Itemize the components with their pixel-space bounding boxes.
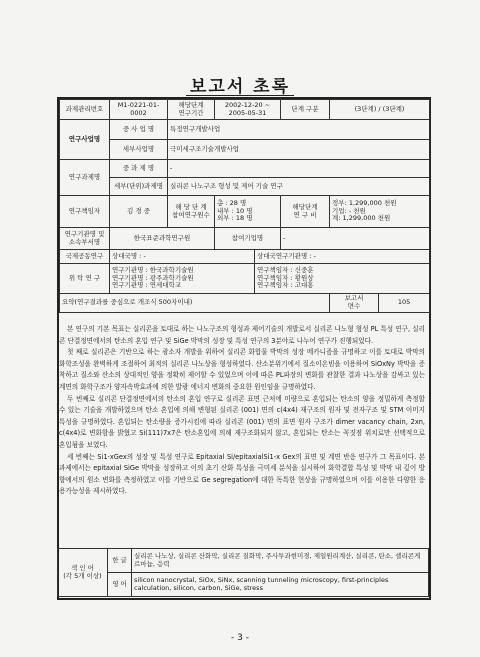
period-value: 2002-12-20 ~ 2005-05-31 bbox=[215, 100, 281, 120]
pages-label: 보고서 면수 bbox=[330, 294, 379, 313]
keywords-label: 색 인 어 (각 5개 이상) bbox=[58, 549, 108, 597]
major-task-value: - bbox=[168, 160, 430, 178]
keywords-ko-label: 한 글 bbox=[108, 549, 132, 573]
stage-label: 단계 구분 bbox=[281, 100, 330, 120]
project-no-value: M1-0221-01-0002 bbox=[110, 100, 168, 120]
abstract-paragraph: 두 번째로 실리콘 단결정면에서의 탄소의 혼입 연구로 실리콘 표면 근처에 미량으로 혼입되는 탄소의 양을 정밀하게 측정할 수 있는 기술을 개발하였으며 탄소 혼입에 의해 변형된 실리콘 (001) 면의 c(4x4) 재구조의 원자 및 전자구조 및 STM 이미지 특성을 규명하였다. 혼입되는 탄소량을 증가시킴에 따라 실리콘 (001) 면의 표면 원자 구조가 dimer vacancy chain, 2xn, c(4x4)로 변화함을 밝혔고 Si(111)7x7은 탄소혼입에 의해 재구조화되지 않고, 혼입되는 탄소는 꼭짓점 위치로만 선택적으로 혼입됨을 보였다. bbox=[59, 394, 425, 449]
summary-label: 요약(연구결과를 중심으로 개조식 500자이내) bbox=[60, 294, 330, 313]
main-business-value: 특정연구개발사업 bbox=[168, 120, 430, 140]
abstract-paragraph: 본 연구의 기본 목표는 실리콘을 토대로 하는 나노구조의 형성과 제어기술의 개발로서 실리콘 나노형 형성 PL 특성 연구, 실리콘 단결정면에서의 탄소의 혼입 연구 및 SiGe 박막의 성장 및 특성 연구의 3분야로 나누어 연구가 진행되었다. bbox=[59, 325, 425, 345]
abstract-body bbox=[59, 324, 425, 545]
main-business-label: 중 사 업 명 bbox=[110, 120, 168, 140]
major-task-label: 중 과 제 명 bbox=[110, 160, 168, 178]
keywords-ko: 실리콘 나노상, 실리콘 산화막, 실리콘 질화막, 주사투과현미경, 제일원리계산, 실리콘, 탄소, 셀리콘게르마늄, 응력 bbox=[132, 549, 429, 573]
sub-business-label: 세부사업명 bbox=[110, 140, 168, 160]
institution-value: 한국표준과학연구원 bbox=[110, 228, 215, 250]
detail-task-value: 실리콘 나노구조 형성 및 제어 기술 연구 bbox=[168, 178, 430, 196]
intl-partner-institution: 상대국연구기관명 : - bbox=[255, 250, 430, 264]
keywords-en-label: 영 어 bbox=[108, 573, 132, 597]
intl-partner: 상대국명 : - bbox=[110, 250, 255, 264]
partner-company-label: 참여기업명 bbox=[215, 228, 281, 250]
sub-business-value: 극미세구조기술개발사업 bbox=[168, 140, 430, 160]
funding-label: 해당단계 연 구 비 bbox=[281, 196, 330, 228]
staff-label: 해 당 단 계 참여연구원수 bbox=[168, 196, 215, 228]
task-label: 연구과제명 bbox=[60, 160, 110, 196]
abstract-paragraph: 첫 째로 실리콘은 기반으로 하는 광소자 개발을 위하여 실리콘 화합물 박막의 성장 메카니즘을 규명하고 이를 토대로 박막의 화학조성을 완벽하게 조절하여 최적의 실리콘 나노상을 형성하였다. 산소분위기에서 질소이온빔을 이용하여 SiOxNy 박막을 증착하고 질소와 산소의 상대적인 양을 정확히 제어할 수 있었으며 이에 따른 PL파장의 변화를 관찰한 결과 나노상을 감싸고 있는 계면의 화학구조가 양자속박효과에 의한 발광 에너지 변화의 중요한 원인임을 규명하였다. bbox=[59, 348, 425, 391]
consign-researchers: 연구책임자 : 신중훈 연구책임자 : 황원상 연구책임자 : 고대홍 bbox=[255, 264, 430, 294]
page-number: - 3 - bbox=[231, 633, 249, 643]
project-no-label: 과제관리번호 bbox=[60, 100, 110, 120]
title-underline bbox=[186, 95, 294, 96]
page-title: 보고서 초록 bbox=[189, 77, 291, 97]
funding-values: 정부: 1,299,000 천원 기업: - 천원 계: 1,299,000 천원 bbox=[330, 196, 430, 228]
business-label: 연구사업명 bbox=[60, 120, 110, 160]
pages-value: 105 bbox=[379, 294, 430, 313]
keywords-section bbox=[57, 548, 429, 597]
abstract-paragraph: 세 번째는 Si1-xGex의 성장 및 특성 연구로 Epitaxial Si/epitaxialSi1-x Gex의 표면 및 계면 반응 연구가 그 목표이다. 본 과제에서는 epitaxial SiGe 박막을 성장하고 이의 초기 산화 특성을 극미세 분석을 실시하여 화학결합 특성 및 박막 내 깊이 방향에서의 원소 변화를 측정하였고 이를 기반으로 Ge segregation에 대한 독특한 현상을 규명하였으며 이를 이용한 다양한 응용가능성을 제시하였다. bbox=[59, 452, 425, 496]
staff-values: 총 : 28 명 내부 : 10 명 외부 : 18 명 bbox=[215, 196, 281, 228]
stage-value: (3단계) / (3단계) bbox=[330, 100, 430, 120]
intl-label: 국제공동연구 bbox=[60, 250, 110, 264]
partner-company-value: - bbox=[281, 228, 430, 250]
consign-label: 위 탁 연 구 bbox=[60, 264, 110, 294]
researcher-label: 연구책임자 bbox=[60, 196, 110, 228]
researcher-name: 김 경 중 bbox=[110, 196, 168, 228]
form-header-table bbox=[59, 99, 430, 313]
detail-task-label: 세부(단위)과제명 bbox=[110, 178, 168, 196]
period-label: 해당단계 연구기간 bbox=[168, 100, 215, 120]
keywords-en: silicon nanocrystal, SiOx, SiNx, scanning tunneling microscopy, first-principles calculation, silicon, carbon, SiGe, stress bbox=[132, 573, 429, 597]
consign-institutions: 연구기관명 : 한국과학기술원 연구기관명 : 광주과학기술원 연구기관명 : 연세대학교 bbox=[110, 264, 255, 294]
institution-label: 연구기관명 및 소속부서명 bbox=[60, 228, 110, 250]
keywords-table bbox=[57, 548, 429, 597]
